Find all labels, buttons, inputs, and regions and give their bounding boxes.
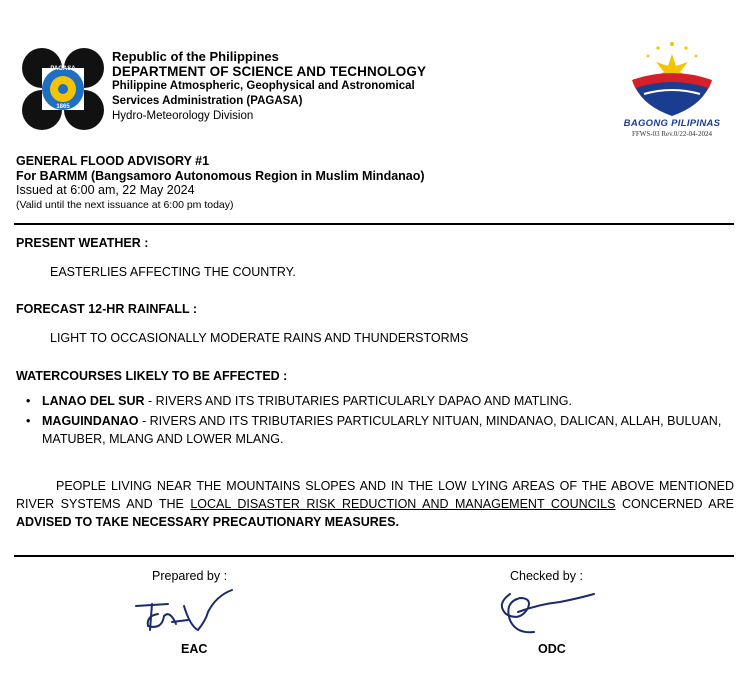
list-item bbox=[26, 392, 736, 410]
notice-advice: ADVISED TO TAKE NECESSARY PRECAUTIONARY MEASURES. bbox=[16, 515, 399, 529]
advisory-valid: (Valid until the next issuance at 6:00 pm today) bbox=[16, 198, 234, 211]
list-item bbox=[26, 412, 736, 448]
notice-part3: CONCERNED ARE bbox=[615, 497, 734, 511]
advisory-block bbox=[16, 154, 425, 212]
bagong-pilipinas-text: BAGONG PILIPINAS bbox=[623, 118, 721, 129]
pagasa-logo-year: 1865 bbox=[56, 104, 70, 110]
province-name: LANAO DEL SUR bbox=[42, 394, 145, 408]
prepared-signature bbox=[128, 586, 258, 636]
present-weather-heading: PRESENT WEATHER : bbox=[16, 236, 149, 250]
prepared-by-label: Prepared by : bbox=[152, 569, 228, 583]
org-line-pagasa-2: Services Administration (PAGASA) bbox=[112, 95, 303, 107]
org-line-dost: DEPARTMENT OF SCIENCE AND TECHNOLOGY bbox=[112, 64, 427, 79]
notice-ldrrmc: LOCAL DISASTER RISK REDUCTION AND MANAGEMENT COUNCILS bbox=[190, 497, 616, 511]
form-code: FFWS-03 Rev.0/22-04-2024 bbox=[631, 130, 713, 138]
advisory-region: For BARMM (Bangsamoro Autonomous Region in Muslim Mindanao) bbox=[16, 168, 425, 183]
org-line-republic: Republic of the Philippines bbox=[112, 49, 279, 64]
forecast-body: LIGHT TO OCCASIONALLY MODERATE RAINS AND THUNDERSTORMS bbox=[50, 331, 469, 345]
watercourses-heading: WATERCOURSES LIKELY TO BE AFFECTED : bbox=[16, 369, 288, 383]
watercourses-list bbox=[26, 392, 736, 448]
notice-part1: PEOPLE LIVING NEAR THE MOUNTAINS SLOPES AND IN THE LOW LYING AREAS OF THE ABOVE MENTIONED RIVER SYSTEMS AND THE bbox=[16, 479, 734, 511]
province-name: MAGUINDANAO bbox=[42, 414, 139, 428]
forecast-heading: FORECAST 12-HR RAINFALL : bbox=[16, 302, 198, 316]
province-rivers: - RIVERS AND ITS TRIBUTARIES PARTICULARLY DAPAO AND MATLING. bbox=[144, 394, 572, 408]
notice-paragraph bbox=[16, 477, 734, 531]
checked-signature bbox=[490, 584, 600, 640]
org-header bbox=[112, 49, 426, 124]
org-line-division: Hydro-Meteorology Division bbox=[112, 110, 254, 122]
bagong-pilipinas-logo bbox=[622, 36, 722, 120]
divider-top bbox=[14, 223, 734, 225]
advisory-title: GENERAL FLOOD ADVISORY #1 bbox=[16, 154, 210, 168]
advisory-issued: Issued at 6:00 am, 22 May 2024 bbox=[16, 183, 195, 197]
org-line-pagasa-1: Philippine Atmospheric, Geophysical and Astronomical bbox=[112, 80, 415, 92]
prepared-name: EAC bbox=[181, 642, 208, 656]
divider-bottom bbox=[14, 555, 734, 557]
bullet-icon: • bbox=[26, 414, 31, 428]
present-weather-body: EASTERLIES AFFECTING THE COUNTRY. bbox=[50, 265, 296, 279]
checked-by-label: Checked by : bbox=[510, 569, 583, 583]
bullet-icon: • bbox=[26, 394, 31, 408]
pagasa-logo bbox=[18, 44, 108, 134]
checked-name: ODC bbox=[538, 642, 566, 656]
province-rivers: - RIVERS AND ITS TRIBUTARIES PARTICULARLY NITUAN, MINDANAO, DALICAN, ALLAH, BULUAN, MATUBER, MLANG AND LOWER MLANG. bbox=[42, 414, 722, 446]
pagasa-logo-text: PAGASA bbox=[50, 66, 76, 72]
